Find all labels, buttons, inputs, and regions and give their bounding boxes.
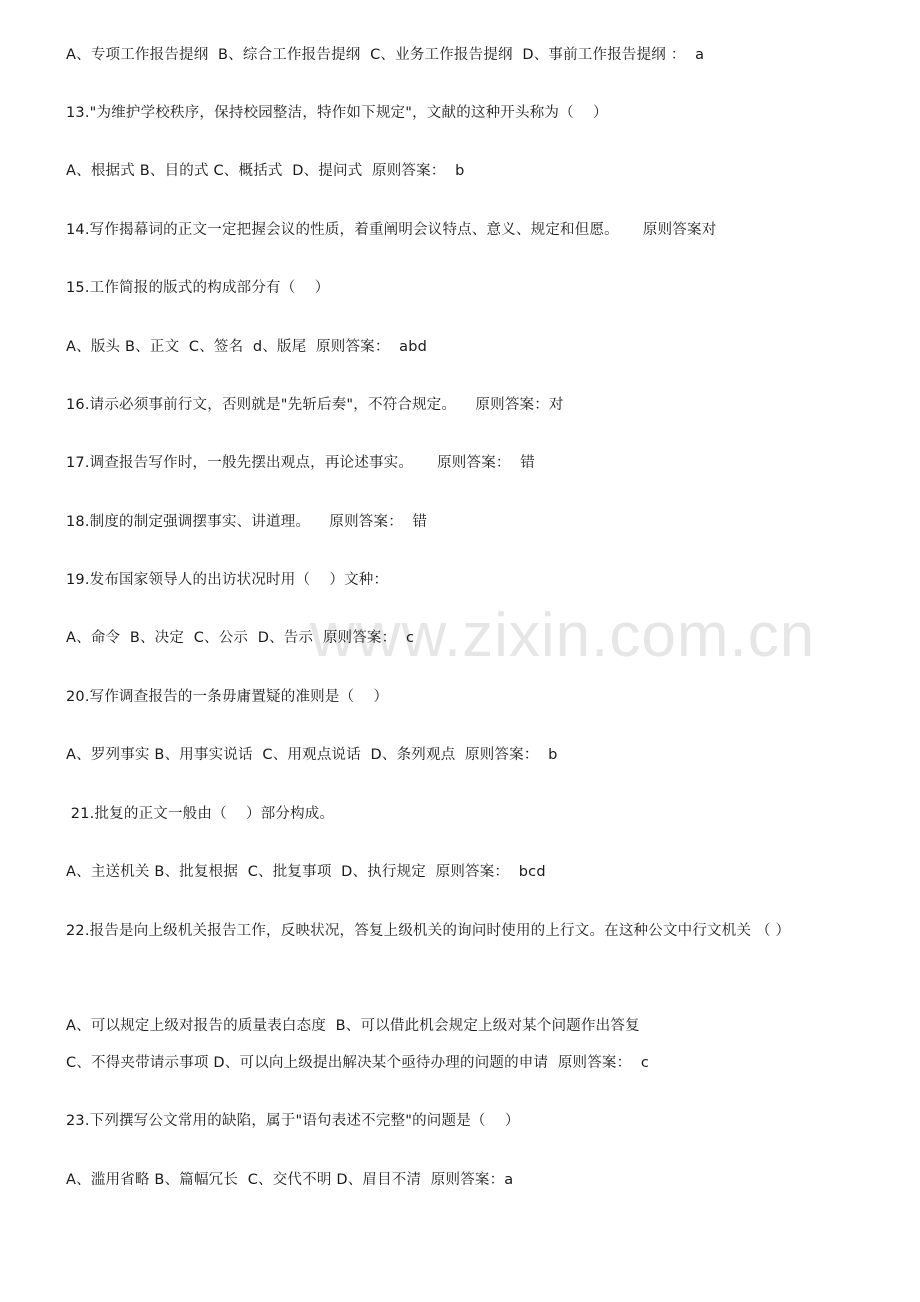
watermark: www.zixin.com.cn	[310, 601, 816, 670]
q20-question: 20.写作调查报告的一条毋庸置疑的准则是（ ）	[66, 689, 389, 705]
q23-options: A、滥用省略 B、篇幅冗长 C、交代不明 D、眉目不清 原则答案：a	[66, 1172, 514, 1188]
q13-question: 13."为维护学校秩序，保持校园整洁，特作如下规定"，文献的这种开头称为（ ）	[66, 105, 608, 121]
q17-question: 17.调查报告写作时，一般先摆出观点，再论述事实。 原则答案： 错	[66, 455, 535, 471]
q22-options-cd: C、不得夹带请示事项 D、可以向上级提出解决某个亟待办理的问题的申请 原则答案： c	[66, 1055, 650, 1071]
q23-question: 23.下列撰写公文常用的缺陷，属于"语句表述不完整"的问题是（ ）	[66, 1113, 520, 1129]
q22-options-ab: A、可以规定上级对报告的质量表白态度 B、可以借此机会规定上级对某个问题作出答复	[66, 1018, 640, 1034]
q19-question: 19.发布国家领导人的出访状况时用（ ）文种：	[66, 572, 389, 588]
q18-question: 18.制度的制定强调摆事实、讲道理。 原则答案： 错	[66, 514, 428, 530]
q16-question: 16.请示必须事前行文，否则就是"先斩后奏"，不符合规定。 原则答案：对	[66, 397, 564, 413]
q22-question: 22.报告是向上级机关报告工作，反映状况，答复上级机关的询问时使用的上行文。在这种公文中行文机关 （ ）	[66, 923, 791, 939]
q15-question: 15.工作简报的版式的构成部分有（ ）	[66, 280, 330, 296]
q13-options: A、根据式 B、目的式 C、概括式 D、提问式 原则答案： b	[66, 163, 465, 179]
q19-options: A、命令 B、决定 C、公示 D、告示 原则答案： c	[66, 630, 415, 646]
q21-options: A、主送机关 B、批复根据 C、批复事项 D、执行规定 原则答案： bcd	[66, 864, 546, 880]
q12-options: A、专项工作报告提纲 B、综合工作报告提纲 C、业务工作报告提纲 D、事前工作报告提纲 ： a	[66, 47, 705, 63]
q20-options: A、罗列事实 B、用事实说话 C、用观点说话 D、条列观点 原则答案： b	[66, 747, 558, 763]
q15-options: A、版头 B、正文 C、签名 d、版尾 原则答案： abd	[66, 339, 428, 355]
q14-question: 14.写作揭幕词的正文一定把握会议的性质，着重阐明会议特点、意义、规定和但愿。 原则答案对	[66, 222, 717, 238]
q21-question: 21.批复的正文一般由（ ）部分构成。	[66, 806, 335, 822]
